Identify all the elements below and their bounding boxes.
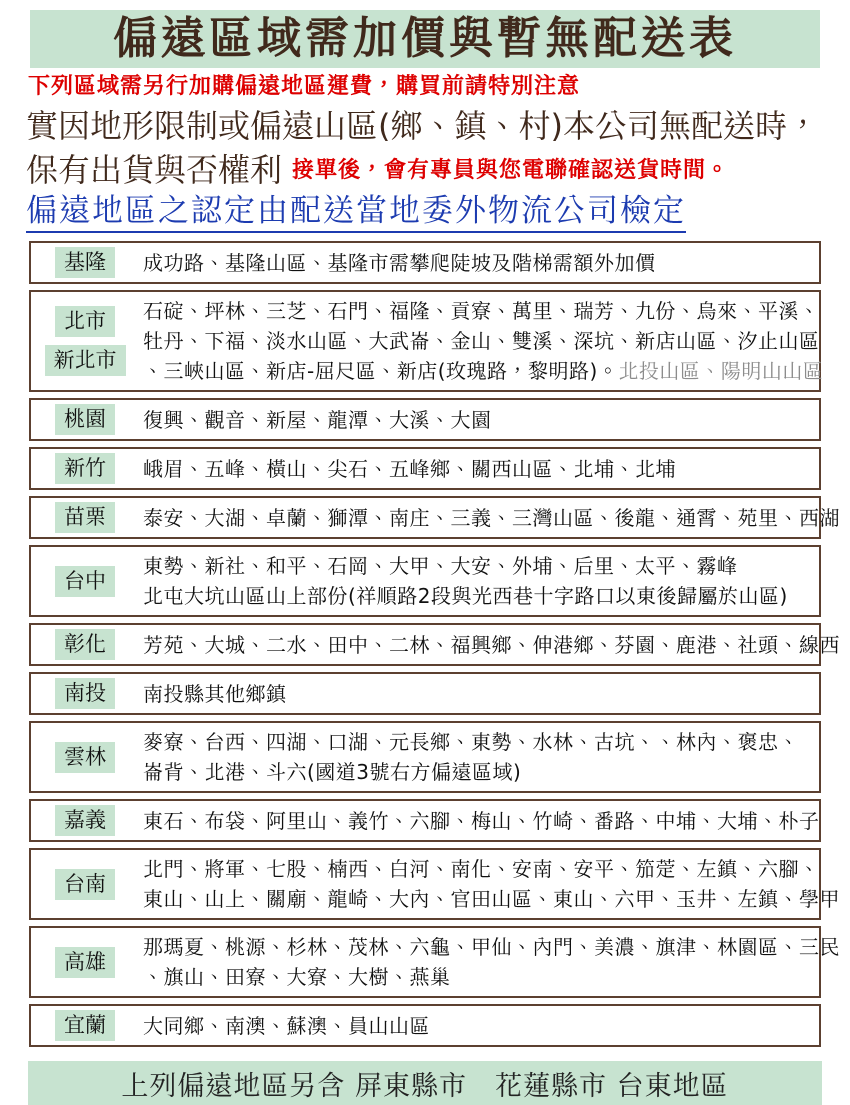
region-areas bbox=[143, 296, 823, 386]
table-row bbox=[29, 496, 840, 539]
region-label-group bbox=[41, 404, 129, 435]
region-label-group bbox=[41, 742, 129, 773]
region-label-group bbox=[41, 805, 129, 836]
region-areas-text: 東勢、新社、和平、石岡、大甲、大安、外埔、后里、太平、霧峰 bbox=[143, 554, 738, 578]
footer-text: 上列偏遠地區另含 屏東縣市 花蓮縣市 台東地區 bbox=[121, 1070, 729, 1102]
region-areas-line bbox=[143, 932, 840, 962]
region-areas-line bbox=[143, 757, 799, 787]
region-table bbox=[29, 241, 840, 1047]
region-areas bbox=[143, 405, 492, 435]
region-areas-text: 南投縣其他鄉鎮 bbox=[143, 681, 287, 706]
region-label-group bbox=[41, 678, 129, 709]
region-areas-line bbox=[143, 727, 799, 757]
region-label: 宜蘭 bbox=[55, 1010, 115, 1041]
region-areas-text: 那瑪夏、桃源、杉林、茂林、六龜、甲仙、內門、美濃、旗津、林園區、三民 bbox=[143, 935, 840, 959]
region-label-group bbox=[41, 1010, 129, 1041]
table-row bbox=[29, 721, 821, 793]
region-areas bbox=[143, 454, 676, 484]
region-areas-text: 北屯大坑山區山上部份(祥順路2段與光西巷十字路口以東後歸屬於山區) bbox=[143, 584, 788, 608]
region-areas-line bbox=[143, 884, 840, 914]
region-areas-line bbox=[143, 405, 492, 435]
table-row bbox=[29, 848, 840, 920]
table-row bbox=[29, 926, 840, 998]
region-areas-text: 東山、山上、關廟、龍崎、大內、官田山區、東山、六甲、玉井、左鎮、學甲 bbox=[143, 887, 840, 911]
footer-banner bbox=[28, 1061, 822, 1105]
region-areas-line bbox=[143, 630, 840, 660]
region-areas-text: 麥寮、台西、四湖、口湖、元長鄉、東勢、水林、古坑、、林內、褒忠、 bbox=[143, 730, 799, 754]
region-areas-line bbox=[143, 503, 840, 533]
shipping-notice-page bbox=[0, 10, 850, 1102]
table-row bbox=[29, 545, 821, 617]
region-label-group bbox=[41, 869, 129, 900]
region-areas-text: 泰安、大湖、卓蘭、獅潭、南庄、三義、三灣山區、後龍、通霄、苑里、西湖 bbox=[143, 505, 840, 530]
region-label-group bbox=[41, 502, 129, 533]
region-areas-text: 峨眉、五峰、橫山、尖石、五峰鄉、關西山區、北埔、北埔 bbox=[143, 456, 676, 481]
region-label: 雲林 bbox=[55, 742, 115, 773]
region-areas bbox=[143, 1011, 430, 1041]
region-label: 台南 bbox=[55, 869, 115, 900]
title-banner bbox=[30, 10, 820, 68]
region-areas bbox=[143, 932, 840, 992]
table-row bbox=[29, 398, 821, 441]
region-label-group bbox=[41, 453, 129, 484]
notice-line-2 bbox=[26, 148, 850, 192]
region-label: 嘉義 bbox=[55, 805, 115, 836]
region-areas-line bbox=[143, 962, 840, 992]
region-areas-line bbox=[143, 679, 287, 709]
region-label-group bbox=[41, 566, 129, 597]
region-label-group bbox=[41, 306, 129, 376]
region-label-group bbox=[41, 247, 129, 278]
region-label-group bbox=[41, 629, 129, 660]
region-areas-line bbox=[143, 854, 840, 884]
notice-line-2-main: 保有出貨與否權利 bbox=[26, 151, 283, 189]
table-row bbox=[29, 799, 821, 842]
region-areas-text: 東石、布袋、阿里山、義竹、六腳、梅山、竹崎、番路、中埔、大埔、朴子 bbox=[143, 808, 820, 833]
region-label: 新竹 bbox=[55, 453, 115, 484]
region-areas bbox=[143, 248, 656, 278]
page-title: 偏遠區域需加價與暫無配送表 bbox=[113, 13, 737, 64]
region-areas-text: 、三峽山區、新店-屈尺區、新店(玫瑰路，黎明路)。 bbox=[143, 359, 619, 383]
region-areas-text: 復興、觀音、新屋、龍潭、大溪、大園 bbox=[143, 407, 492, 432]
table-row bbox=[29, 241, 821, 284]
region-areas-text: 成功路、基隆山區、基隆市需攀爬陡坡及階梯需額外加價 bbox=[143, 250, 656, 275]
region-areas-line bbox=[143, 356, 823, 386]
region-areas-text: 大同鄉、南澳、蘇澳、員山山區 bbox=[143, 1013, 430, 1038]
region-areas-text: 石碇、坪林、三芝、石門、福隆、貢寮、萬里、瑞芳、九份、烏來、平溪、 bbox=[143, 299, 820, 323]
region-label: 桃園 bbox=[55, 404, 115, 435]
region-areas-text: 芳苑、大城、二水、田中、二林、福興鄉、伸港鄉、芬園、鹿港、社頭、線西 bbox=[143, 632, 840, 657]
region-areas-line bbox=[143, 1011, 430, 1041]
region-areas bbox=[143, 679, 287, 709]
region-areas-text: 、旗山、田寮、大寮、大樹、燕巢 bbox=[143, 965, 451, 989]
region-areas bbox=[143, 503, 840, 533]
region-areas-line bbox=[143, 551, 788, 581]
notice-line-2-red: 接單後，會有專員與您電聯確認送貨時間。 bbox=[292, 157, 730, 183]
region-areas-line bbox=[143, 454, 676, 484]
region-areas-line bbox=[143, 581, 788, 611]
region-label: 苗栗 bbox=[55, 502, 115, 533]
region-areas-line bbox=[143, 806, 820, 836]
table-row bbox=[29, 447, 821, 490]
region-label: 台中 bbox=[55, 566, 115, 597]
table-row bbox=[29, 1004, 821, 1047]
region-areas bbox=[143, 727, 799, 787]
warning-note: 下列區域需另行加購偏遠地區運費，購買前請特別注意 bbox=[28, 73, 581, 99]
region-areas-line bbox=[143, 296, 823, 326]
region-label: 新北市 bbox=[45, 345, 126, 376]
region-areas-line bbox=[143, 248, 656, 278]
region-areas bbox=[143, 806, 820, 836]
notice-blue-underlined: 偏遠地區之認定由配送當地委外物流公司檢定 bbox=[26, 192, 686, 233]
region-areas bbox=[143, 630, 840, 660]
region-label: 基隆 bbox=[55, 247, 115, 278]
region-areas bbox=[143, 854, 840, 914]
table-row bbox=[29, 290, 824, 392]
region-label: 高雄 bbox=[55, 947, 115, 978]
region-label: 北市 bbox=[55, 306, 115, 337]
region-areas bbox=[143, 551, 788, 611]
table-row bbox=[29, 672, 821, 715]
region-label: 彰化 bbox=[55, 629, 115, 660]
region-areas-text: 崙背、北港、斗六(國道3號右方偏遠區域) bbox=[143, 760, 522, 784]
region-areas-gray-text: 北投山區、陽明山山區 bbox=[618, 359, 824, 383]
region-areas-text: 牡丹、下福、淡水山區、大武崙、金山、雙溪、深坑、新店山區、汐止山區 bbox=[143, 329, 820, 353]
region-label-group bbox=[41, 947, 129, 978]
region-areas-line bbox=[143, 326, 823, 356]
region-label: 南投 bbox=[55, 678, 115, 709]
region-areas-text: 北門、將軍、七股、楠西、白河、南化、安南、安平、笳萣、左鎮、六腳、 bbox=[143, 857, 820, 881]
table-row bbox=[29, 623, 840, 666]
notice-line-1: 實因地形限制或偏遠山區(鄉、鎮、村)本公司無配送時， bbox=[26, 107, 819, 145]
